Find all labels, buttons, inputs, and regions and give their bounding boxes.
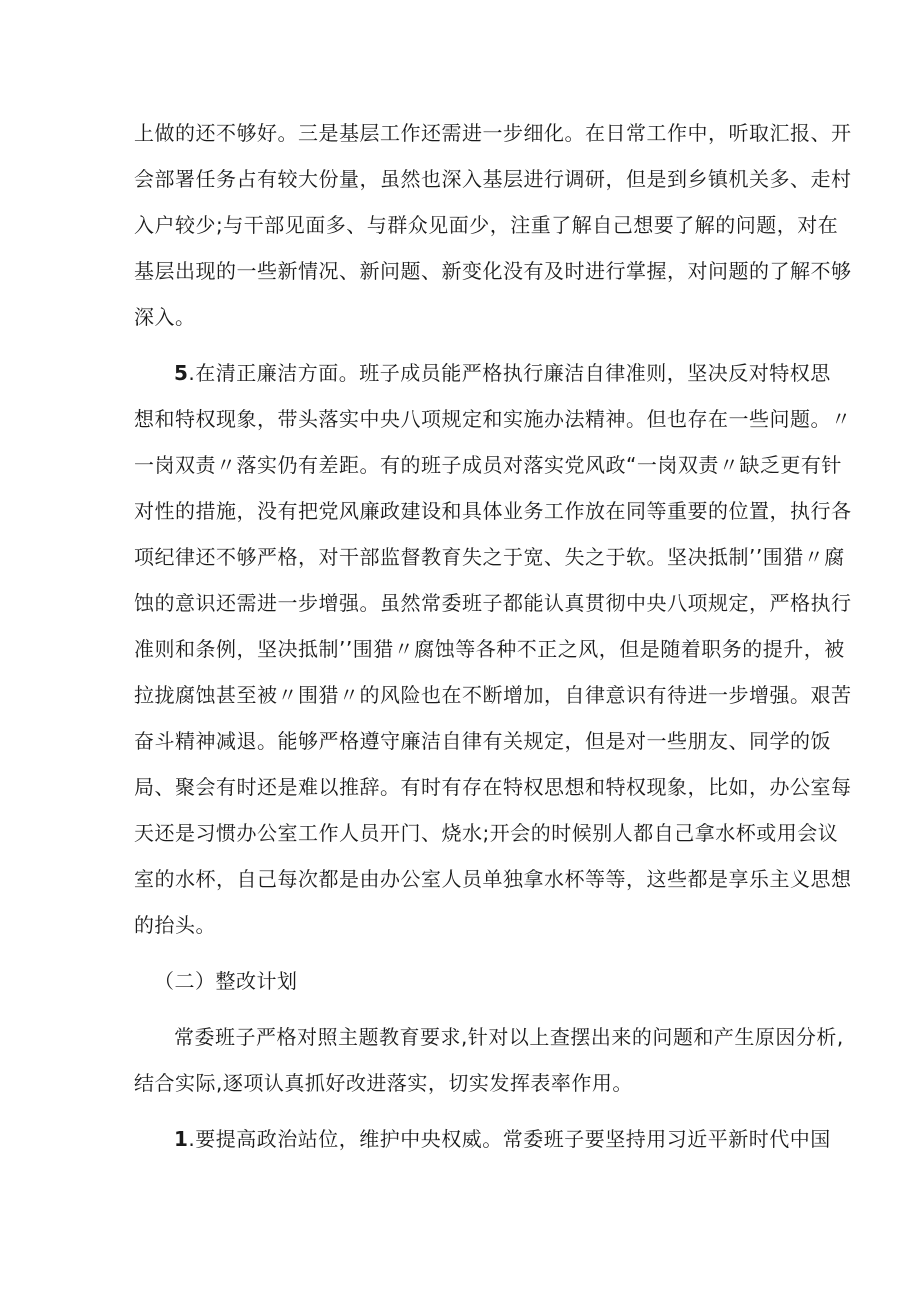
text-line: 拉拢腐蚀甚至被〃围猎〃的风险也在不断增加，自律意识有待进一步增强。艰苦 — [134, 683, 852, 707]
text-line: 一岗双责〃落实仍有差距。有的班子成员对落实党风政“一岗双责〃缺乏更有针 — [134, 453, 842, 477]
text-line: 项纪律还不够严格，对干部监督教育失之于宽、失之于软。坚决抵制’’围猎〃腐 — [134, 545, 845, 569]
text-line: 室的水杯，自己每次都是由办公室人员单独拿水杯等等，这些都是享乐主义思想 — [134, 867, 852, 891]
document-body — [134, 110, 852, 1162]
paragraph-integrity — [134, 350, 852, 948]
paragraph-political-stance — [134, 1116, 831, 1162]
item-number: 5 — [174, 361, 189, 385]
item-number: 1 — [174, 1127, 189, 1151]
paragraph-grassroots-work — [134, 110, 852, 340]
text-line: 上做的还不够好。三是基层工作还需进一步细化。在日常工作中，听取汇报、开 — [134, 121, 852, 145]
text-line: 基层出现的一些新情况、新问题、新变化没有及时进行掌握，对问题的了解不够 — [134, 259, 852, 283]
text-line: 对性的措施，没有把党风廉政建设和具体业务工作放在同等重要的位置，执行各 — [134, 499, 852, 523]
item-text: .要提高政治站位，维护中央权威。常委班子要坚持用习近平新时代中国 — [188, 1127, 831, 1151]
text-line: 深入。 — [134, 305, 196, 329]
text-line: 结合实际,逐项认真抓好改进落实，切实发挥表率作用。 — [134, 1071, 633, 1095]
text-line: 会部署任务占有较大份量，虽然也深入基层进行调研，但是到乡镇机关多、走村 — [134, 167, 852, 191]
text-line-first — [134, 1116, 831, 1162]
section-heading: （二）整改计划 — [154, 969, 298, 993]
item-text: .在清正廉洁方面。班子成员能严格执行廉洁自律准则，坚决反对特权思 — [188, 361, 831, 385]
text-line: 常委班子严格对照主题教育要求,针对以上查摆出来的问题和产生原因分析, — [174, 1025, 844, 1049]
text-line: 准则和条例，坚决抵制’’围猎〃腐蚀等各种不正之风，但是随着职务的提升，被 — [134, 637, 845, 661]
text-line: 入户较少;与干部见面多、与群众见面少，注重了解自己想要了解的问题，对在 — [134, 213, 839, 237]
text-line-first — [134, 350, 831, 396]
text-line: 蚀的意识还需进一步增强。虽然常委班子都能认真贯彻中央八项规定，严格执行 — [134, 591, 852, 615]
text-line: 天还是习惯办公室工作人员开门、烧水;开会的时候别人都自己拿水杯或用会议 — [134, 821, 839, 845]
paragraph-rectification-intro — [134, 1014, 844, 1106]
text-line: 的抬头。 — [134, 913, 216, 937]
text-line: 想和特权现象，带头落实中央八项规定和实施办法精神。但也存在一些问题。〃 — [134, 407, 852, 431]
text-line: 奋斗精神减退。能够严格遵守廉洁自律有关规定，但是对一些朋友、同学的饭 — [134, 729, 831, 753]
text-line: 局、聚会有时还是难以推辞。有时有存在特权思想和特权现象，比如，办公室每 — [134, 775, 852, 799]
